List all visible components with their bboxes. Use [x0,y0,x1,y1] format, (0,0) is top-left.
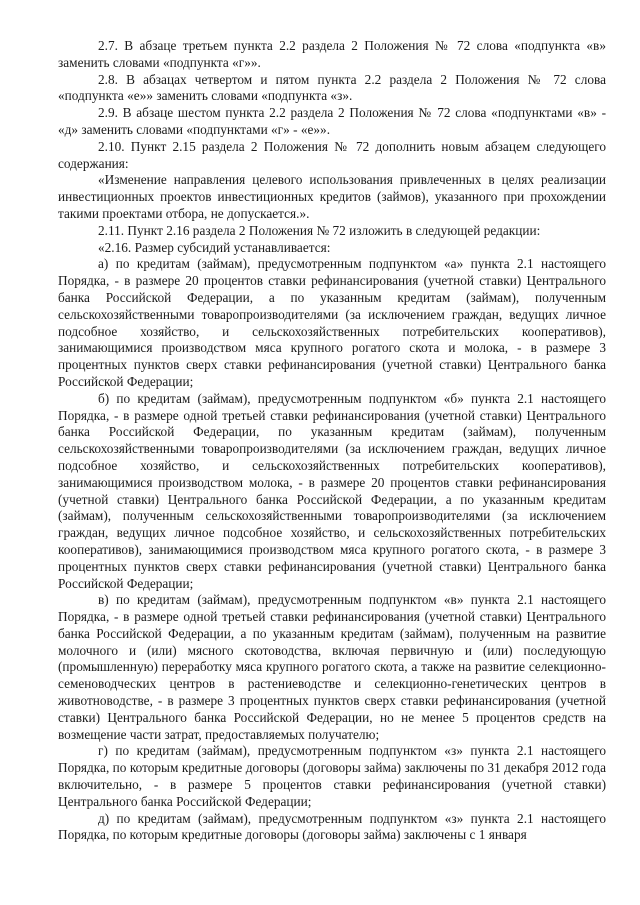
paragraph-item-v: в) по кредитам (займам), предусмотренным подпунктом «в» пункта 2.1 настоящего Порядка, - в размере одной третьей ставки рефинансирования (учетной ставки) Центрального банка Российской Федерации, а по указанным кредитам (займам), полученным на развитие молочного и (или) мясного скотоводства, включая первичную и (или) последующую (промышленную) переработку мяса крупного рогатого скота, а также на развитие селекционно-семеноводческих центров в растениеводстве и селекционно-генетических центров в животноводстве, - в размере 3 процентных пунктов сверх ставки рефинансирования (учетной ставки) Центрального банка Российской Федерации, но не менее 5 процентов средств на возмещение части затрат, предоставляемых получателю; [58,592,606,742]
paragraph-2-11: 2.11. Пункт 2.16 раздела 2 Положения № 72 изложить в следующей редакции: [98,222,541,238]
paragraph-2-16-intro: «2.16. Размер субсидий устанавливается: [98,239,331,255]
paragraph-item-d: д) по кредитам (займам), предусмотренным подпунктом «з» пункта 2.1 настоящего Порядка, по которым кредитные договоры (договоры займа) заключены с 1 января [58,810,606,843]
paragraph-quote-2-15: «Изменение направления целевого использования привлеченных в целях реализации инвестиционных проектов инвестиционных кредитов (займов), указанного при прохождении такими проектами отбора, не допускается.». [58,172,606,221]
document-page [58,38,606,844]
paragraph-item-g: г) по кредитам (займам), предусмотренным подпунктом «з» пункта 2.1 настоящего Порядка, по которым кредитные договоры (договоры займа) заключены по 31 декабря 2012 года включительно, - в размере 5 процентов ставки рефинансирования (учетной ставки) Центрального банка Российской Федерации; [58,743,606,809]
paragraph-item-a: а) по кредитам (займам), предусмотренным подпунктом «а» пункта 2.1 настоящего Порядка, - в размере 20 процентов ставки рефинансирования (учетной ставки) Центрального банка Российской Федерации, а по указанным кредитам (займам), полученным сельскохозяйственными товаропроизводителями (за исключением граждан, ведущих личное подсобное хозяйство, и сельскохозяйственных потребительских кооперативов), занимающимися производством мяса крупного рогатого скота и молока, - в размере 3 процентных пунктов сверх ставки рефинансирования (учетной ставки) Центрального банка Российской Федерации; [58,256,606,389]
paragraph-2-10: 2.10. Пункт 2.15 раздела 2 Положения № 72 дополнить новым абзацем следующего содержания: [58,138,606,171]
paragraph-2-7: 2.7. В абзаце третьем пункта 2.2 раздела 2 Положения № 72 слова «подпункта «в» заменить словами «подпункта «г»». [58,38,606,70]
paragraph-2-9: 2.9. В абзаце шестом пункта 2.2 раздела 2 Положения № 72 слова «подпунктами «в» - «д» заменить словами «подпунктами «г» - «е»». [58,105,606,137]
paragraph-item-b: б) по кредитам (займам), предусмотренным подпунктом «б» пункта 2.1 настоящего Порядка, - в размере одной третьей ставки рефинансирования (учетной ставки) Центрального банка Российской Федерации, по указанным кредитам (займам), полученным сельскохозяйственными товаропроизводителями (за исключением граждан, ведущих личное подсобное хозяйство, и сельскохозяйственных потребительских кооперативов), занимающимися производством молока, - в размере 20 процентов ставки рефинансирования (учетной ставки) Центрального банка Российской Федерации, а по указанным кредитам (займам), полученным сельскохозяйственными товаропроизводителями (за исключением граждан, ведущих личное подсобное хозяйство, и сельскохозяйственных потребительских кооперативов), занимающимися производством мяса крупного рогатого скота, - в размере 3 процентных пунктов сверх ставки рефинансирования (учетной ставки) Центрального банка Российской Федерации; [58,390,606,591]
paragraph-2-8: 2.8. В абзацах четвертом и пятом пункта 2.2 раздела 2 Положения № 72 слова «подпункта «е»» заменить словами «подпункта «з». [58,71,606,104]
